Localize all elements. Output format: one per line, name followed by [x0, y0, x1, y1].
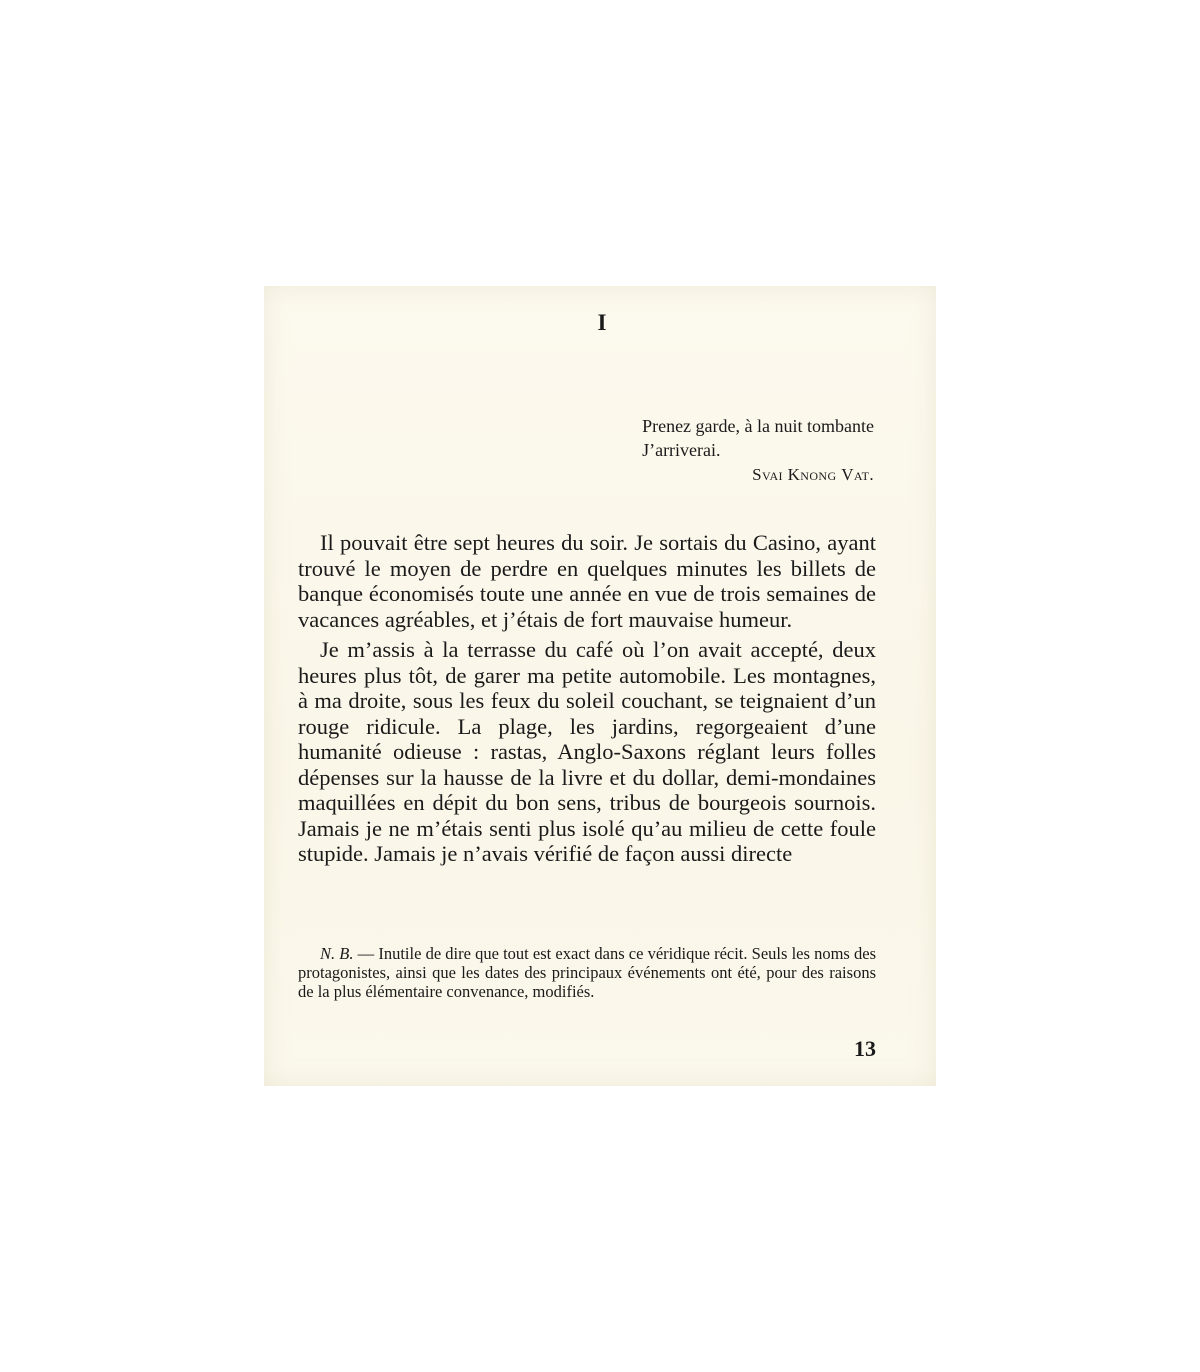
attribution-author-surname: Vat. [841, 465, 874, 484]
page-number: 13 [854, 1036, 876, 1061]
body-text [298, 530, 876, 872]
epigraph-line-2: J’arriverai. [642, 440, 721, 460]
paragraph-2: Je m’assis à la terrasse du café où l’on avait accepté, deux heures plus tôt, de garer ma petite automobile. Les montagnes, à ma droite, sous les feux du soleil couchant, se teignaient d’un rouge ridicule. La plage, les jardins, regorgeaient d’une humanité odieuse : rastas, Anglo-Saxons réglant leurs folles dépenses sur la hausse de la livre et du dollar, demi-mondaines maquillées en dépit du bon sens, tribus de bourgeois sournois. Jamais je ne m’étais senti plus isolé qu’au milieu de cette foule stupide. Jamais je n’avais vérifié de façon aussi directe [298, 637, 876, 866]
epigraph [642, 414, 874, 462]
epigraph-line-1: Prenez garde, à la nuit tombante [642, 416, 874, 436]
footnote-label: N. B. [320, 944, 354, 963]
epigraph-attribution [752, 465, 874, 485]
footnote-text: — Inutile de dire que tout est exact dans ce véridique récit. Seuls les noms des protagonistes, ainsi que les dates des principaux événements ont été, pour des raisons de la plus élémentaire convenance, modifiés. [298, 944, 876, 1001]
book-page [264, 286, 936, 1086]
chapter-number: I [597, 310, 607, 335]
footnote [298, 944, 876, 1001]
attribution-author-name: Svai Knong [752, 465, 837, 484]
paragraph-1: Il pouvait être sept heures du soir. Je sortais du Casino, ayant trouvé le moyen de perdre en quelques minutes les billets de banque économisés toute une année en vue de trois semaines de vacances agréables, et j’étais de fort mauvaise humeur. [298, 530, 876, 632]
